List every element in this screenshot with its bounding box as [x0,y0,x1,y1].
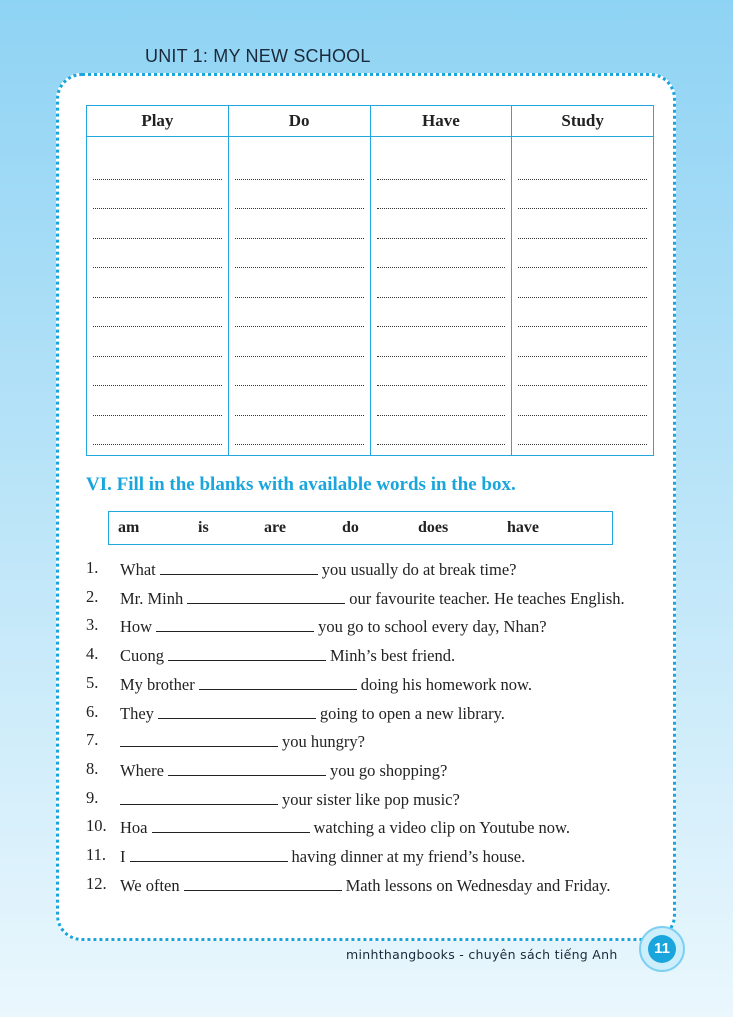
item-sentence [120,558,516,580]
dotted-answer-line [93,416,222,446]
item-sentence [120,587,625,609]
sentence-end: doing his homework now. [360,674,532,694]
item-number: 10. [86,816,107,836]
dotted-answer-line [93,150,222,180]
dotted-answer-line [377,357,506,387]
dotted-answer-line [377,180,506,210]
item-sentence [120,788,460,810]
item-number: 11. [86,845,107,864]
verb-category-table [86,105,654,456]
sentence-end: your sister like pop music? [282,789,460,809]
answer-blank[interactable] [152,816,310,833]
page-number: 11 [648,935,676,963]
item-sentence [120,816,570,838]
answer-blank[interactable] [120,788,278,805]
sentence-end: going to open a new library. [319,703,505,723]
worksheet-card [56,73,676,941]
sentence-end: you usually do at break time? [321,560,517,579]
dotted-answer-line [235,298,364,328]
exercise-title: VI. Fill in the blanks with available words in the box. [86,474,516,495]
answer-blank[interactable] [187,587,345,604]
word-box-item: do [342,519,359,536]
dotted-answer-line [518,209,647,239]
dotted-answer-line [377,239,506,269]
sentence-start: My brother [120,674,195,694]
dotted-answer-line [518,327,647,357]
dotted-answer-line [377,150,506,180]
answer-blank[interactable] [120,730,278,747]
item-sentence [120,673,532,695]
column-header-play: Play [87,106,229,137]
dotted-answer-line [377,268,506,298]
dotted-answer-lines [518,137,647,445]
answer-blank[interactable] [130,845,288,862]
word-box-item: is [198,519,209,536]
dotted-answer-line [518,180,647,210]
column-header-have: Have [370,106,512,137]
unit-title: UNIT 1: MY NEW SCHOOL [145,46,371,66]
item-number: 3. [86,615,99,635]
dotted-answer-line [93,327,222,357]
sentence-start: Where [120,760,164,780]
dotted-answer-line [235,386,364,416]
item-number: 5. [86,672,99,692]
dotted-answer-line [377,416,506,446]
answer-blank[interactable] [184,874,342,891]
sentence-start: What [120,560,156,579]
answer-blank[interactable] [158,702,316,719]
dotted-answer-line [235,268,364,298]
column-cell-do[interactable] [228,137,370,456]
sentence-start: We often [120,875,180,895]
sentence-end: you go to school every day, Nhan? [318,617,547,637]
dotted-answer-line [235,239,364,269]
answer-blank[interactable] [168,644,326,661]
item-sentence [120,874,611,896]
item-number: 8. [86,758,99,778]
dotted-answer-line [377,386,506,416]
sentence-end: Math lessons on Wednesday and Friday. [345,875,611,895]
dotted-answer-lines [93,137,222,445]
dotted-answer-line [235,357,364,387]
item-sentence [120,644,455,666]
dotted-answer-line [235,327,364,357]
sentence-end: Minh’s best friend. [330,646,456,666]
answer-blank[interactable] [160,558,318,575]
dotted-answer-line [518,416,647,446]
dotted-answer-line [93,268,222,298]
word-box [108,511,613,545]
sentence-end: you hungry? [282,732,365,752]
dotted-answer-line [377,298,506,328]
dotted-answer-line [518,150,647,180]
column-cell-study[interactable] [512,137,654,456]
dotted-answer-lines [235,137,364,445]
dotted-answer-line [518,357,647,387]
item-number: 6. [86,701,99,721]
page-number-badge [639,926,685,972]
dotted-answer-line [235,416,364,446]
dotted-answer-line [93,386,222,416]
dotted-answer-line [377,327,506,357]
sentence-start: Cuong [120,646,165,666]
answer-blank[interactable] [168,759,326,776]
column-header-do: Do [228,106,370,137]
column-header-study: Study [512,106,654,137]
dotted-answer-line [377,209,506,239]
dotted-answer-line [235,150,364,180]
dotted-answer-line [518,268,647,298]
item-number: 12. [86,873,107,893]
word-box-item: have [507,519,539,536]
sentence-end: our favourite teacher. He teaches English. [349,588,625,608]
dotted-answer-line [93,209,222,239]
word-box-item: does [418,519,449,536]
dotted-answer-line [93,298,222,328]
dotted-answer-line [93,180,222,210]
answer-blank[interactable] [199,673,357,690]
publisher-text: minhthangbooks - chuyên sách tiếng Anh [346,947,618,962]
dotted-answer-line [518,298,647,328]
word-box-item: am [118,519,140,536]
column-cell-have[interactable] [370,137,512,456]
sentence-start: They [120,703,154,723]
dotted-answer-line [235,180,364,210]
dotted-answer-lines [377,137,506,445]
item-number: 2. [86,586,99,606]
sentence-end: you go shopping? [329,760,448,780]
word-box-item: are [264,519,286,536]
item-sentence [120,615,547,637]
dotted-answer-line [518,386,647,416]
sentence-end: having dinner at my friend’s house. [291,847,526,866]
sentence-start: Hoa [120,818,148,838]
sentence-end: watching a video clip on Youtube now. [313,818,570,838]
item-number: 1. [86,558,99,577]
sentence-start: Mr. Minh [120,588,184,608]
item-sentence [120,702,505,724]
sentence-start: I [120,847,126,866]
item-sentence [120,759,447,781]
item-number: 4. [86,644,99,664]
column-cell-play[interactable] [87,137,229,456]
item-sentence [120,730,365,752]
dotted-answer-line [235,209,364,239]
item-number: 7. [86,730,99,750]
dotted-answer-line [93,357,222,387]
answer-blank[interactable] [156,615,314,632]
item-sentence [120,845,525,867]
item-number: 9. [86,787,99,807]
dotted-answer-line [93,239,222,269]
dotted-answer-line [518,239,647,269]
sentence-start: How [120,617,153,637]
